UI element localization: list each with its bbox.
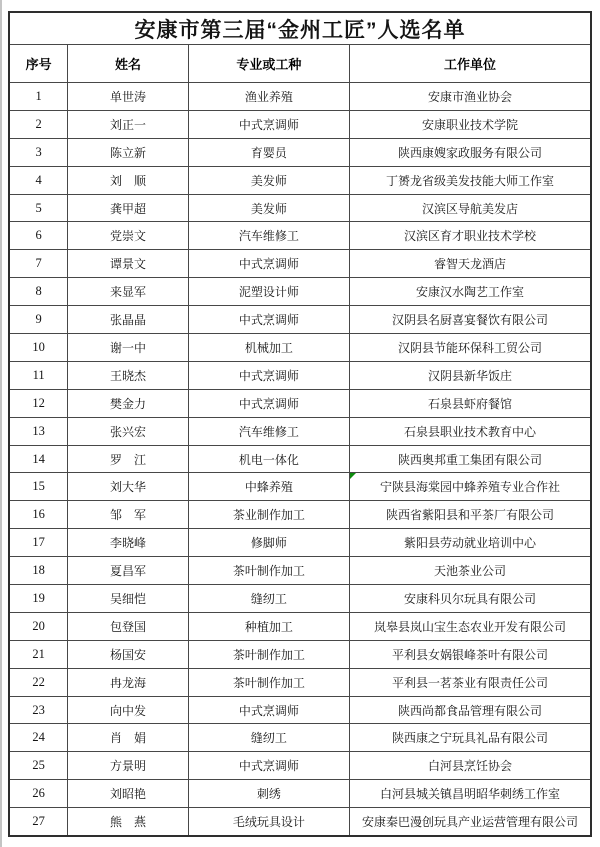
cell-org: 汉滨区导航美发店 [349, 194, 591, 222]
table-row [9, 445, 591, 473]
cell-num: 13 [9, 417, 68, 445]
cell-org: 平利县女娲银峰茶叶有限公司 [349, 640, 591, 668]
cell-trade: 缝纫工 [188, 724, 349, 752]
cell-num: 14 [9, 445, 68, 473]
cell-trade: 缝纫工 [188, 585, 349, 613]
cell-num: 1 [9, 83, 68, 111]
header-row [9, 45, 591, 83]
table-row [9, 724, 591, 752]
cell-trade: 中式烹调师 [188, 250, 349, 278]
cell-error-marker [350, 473, 356, 479]
cell-trade: 中式烹调师 [188, 752, 349, 780]
table-row [9, 194, 591, 222]
cell-org: 陕西康嫂家政服务有限公司 [349, 138, 591, 166]
table-row [9, 110, 591, 138]
page-title: 安康市第三届“金州工匠”人选名单 [9, 12, 591, 45]
table-row [9, 138, 591, 166]
cell-name: 王晓杰 [68, 361, 188, 389]
title-row [9, 12, 591, 45]
cell-org: 汉阴县名厨喜宴餐饮有限公司 [349, 306, 591, 334]
table-row [9, 250, 591, 278]
table-row [9, 83, 591, 111]
page-left-edge [0, 0, 2, 847]
table-row [9, 557, 591, 585]
cell-num: 26 [9, 780, 68, 808]
cell-num: 21 [9, 640, 68, 668]
column-header-org: 工作单位 [349, 45, 591, 83]
cell-org: 宁陕县海棠园中蜂养殖专业合作社 [349, 473, 591, 501]
cell-org: 安康科贝尔玩具有限公司 [349, 585, 591, 613]
table-row [9, 780, 591, 808]
cell-trade: 美发师 [188, 194, 349, 222]
candidate-list-table [8, 11, 592, 837]
cell-org: 睿智天龙酒店 [349, 250, 591, 278]
cell-num: 22 [9, 668, 68, 696]
cell-name: 方景明 [68, 752, 188, 780]
cell-trade: 茶业制作加工 [188, 501, 349, 529]
cell-num: 8 [9, 278, 68, 306]
cell-trade: 中式烹调师 [188, 389, 349, 417]
table-row [9, 501, 591, 529]
cell-org: 丁赟龙省级美发技能大师工作室 [349, 166, 591, 194]
cell-num: 7 [9, 250, 68, 278]
cell-num: 18 [9, 557, 68, 585]
table-row [9, 306, 591, 334]
cell-org: 安康市渔业协会 [349, 83, 591, 111]
cell-org: 平利县一茗茶业有限责任公司 [349, 668, 591, 696]
column-header-name: 姓名 [68, 45, 188, 83]
cell-num: 4 [9, 166, 68, 194]
cell-name: 向中发 [68, 696, 188, 724]
cell-trade: 机电一体化 [188, 445, 349, 473]
table-body [9, 83, 591, 837]
table-row [9, 417, 591, 445]
table-row [9, 640, 591, 668]
column-header-index: 序号 [9, 45, 68, 83]
cell-name: 罗 江 [68, 445, 188, 473]
cell-num: 2 [9, 110, 68, 138]
table-row [9, 585, 591, 613]
cell-name: 李晓峰 [68, 529, 188, 557]
cell-org: 安康秦巴漫创玩具产业运营管理有限公司 [349, 808, 591, 836]
table-row [9, 473, 591, 501]
cell-org: 紫阳县劳动就业培训中心 [349, 529, 591, 557]
cell-num: 20 [9, 612, 68, 640]
cell-num: 6 [9, 222, 68, 250]
table-row [9, 752, 591, 780]
cell-name: 邹 军 [68, 501, 188, 529]
cell-num: 15 [9, 473, 68, 501]
cell-name: 张兴宏 [68, 417, 188, 445]
cell-name: 龚甲超 [68, 194, 188, 222]
cell-num: 5 [9, 194, 68, 222]
cell-trade: 中蜂养殖 [188, 473, 349, 501]
cell-name: 肖 娟 [68, 724, 188, 752]
table-row [9, 166, 591, 194]
cell-trade: 泥塑设计师 [188, 278, 349, 306]
cell-trade: 种植加工 [188, 612, 349, 640]
cell-org: 陕西康之宁玩具礼品有限公司 [349, 724, 591, 752]
cell-name: 杨国安 [68, 640, 188, 668]
cell-org: 汉阴县节能环保科工贸公司 [349, 334, 591, 362]
cell-num: 3 [9, 138, 68, 166]
cell-name: 吴细恺 [68, 585, 188, 613]
cell-num: 11 [9, 361, 68, 389]
table-row [9, 668, 591, 696]
table-row [9, 334, 591, 362]
cell-trade: 汽车维修工 [188, 417, 349, 445]
cell-trade: 育婴员 [188, 138, 349, 166]
cell-org: 石泉县虾府餐馆 [349, 389, 591, 417]
cell-trade: 汽车维修工 [188, 222, 349, 250]
cell-trade: 美发师 [188, 166, 349, 194]
cell-org: 汉阴县新华饭庄 [349, 361, 591, 389]
cell-org: 陕西省紫阳县和平茶厂有限公司 [349, 501, 591, 529]
cell-name: 陈立新 [68, 138, 188, 166]
cell-num: 24 [9, 724, 68, 752]
cell-trade: 毛绒玩具设计 [188, 808, 349, 836]
cell-name: 张晶晶 [68, 306, 188, 334]
cell-trade: 刺绣 [188, 780, 349, 808]
table-row [9, 278, 591, 306]
cell-trade: 中式烹调师 [188, 696, 349, 724]
cell-org: 石泉县职业技术教育中心 [349, 417, 591, 445]
cell-org: 汉滨区育才职业技术学校 [349, 222, 591, 250]
cell-trade: 渔业养殖 [188, 83, 349, 111]
table-row [9, 361, 591, 389]
cell-org: 安康职业技术学院 [349, 110, 591, 138]
cell-num: 17 [9, 529, 68, 557]
cell-num: 10 [9, 334, 68, 362]
cell-num: 9 [9, 306, 68, 334]
cell-name: 包登国 [68, 612, 188, 640]
cell-trade: 茶叶制作加工 [188, 668, 349, 696]
cell-num: 27 [9, 808, 68, 836]
cell-org: 岚皋县岚山宝生态农业开发有限公司 [349, 612, 591, 640]
cell-org: 陕西尚都食品管理有限公司 [349, 696, 591, 724]
cell-name: 党崇文 [68, 222, 188, 250]
table-row [9, 612, 591, 640]
column-header-trade: 专业或工种 [188, 45, 349, 83]
cell-trade: 茶叶制作加工 [188, 557, 349, 585]
cell-name: 谭景文 [68, 250, 188, 278]
cell-name: 单世涛 [68, 83, 188, 111]
cell-num: 23 [9, 696, 68, 724]
cell-org: 陕西奥邦重工集团有限公司 [349, 445, 591, 473]
cell-num: 19 [9, 585, 68, 613]
cell-trade: 机械加工 [188, 334, 349, 362]
table-row [9, 222, 591, 250]
cell-name: 樊金力 [68, 389, 188, 417]
table-row [9, 529, 591, 557]
cell-name: 夏昌军 [68, 557, 188, 585]
cell-trade: 茶叶制作加工 [188, 640, 349, 668]
cell-num: 12 [9, 389, 68, 417]
cell-name: 来显军 [68, 278, 188, 306]
cell-org: 天池茶业公司 [349, 557, 591, 585]
cell-name: 谢一中 [68, 334, 188, 362]
cell-name: 刘正一 [68, 110, 188, 138]
cell-trade: 修脚师 [188, 529, 349, 557]
cell-name: 刘 顺 [68, 166, 188, 194]
table-row [9, 696, 591, 724]
cell-num: 25 [9, 752, 68, 780]
cell-name: 冉龙海 [68, 668, 188, 696]
table-row [9, 389, 591, 417]
cell-name: 刘昭艳 [68, 780, 188, 808]
cell-trade: 中式烹调师 [188, 306, 349, 334]
cell-org: 安康汉水陶艺工作室 [349, 278, 591, 306]
cell-name: 刘大华 [68, 473, 188, 501]
cell-num: 16 [9, 501, 68, 529]
table-row [9, 808, 591, 836]
cell-org: 白河县城关镇昌明昭华刺绣工作室 [349, 780, 591, 808]
cell-trade: 中式烹调师 [188, 361, 349, 389]
cell-name: 熊 燕 [68, 808, 188, 836]
cell-trade: 中式烹调师 [188, 110, 349, 138]
cell-org: 白河县烹饪协会 [349, 752, 591, 780]
